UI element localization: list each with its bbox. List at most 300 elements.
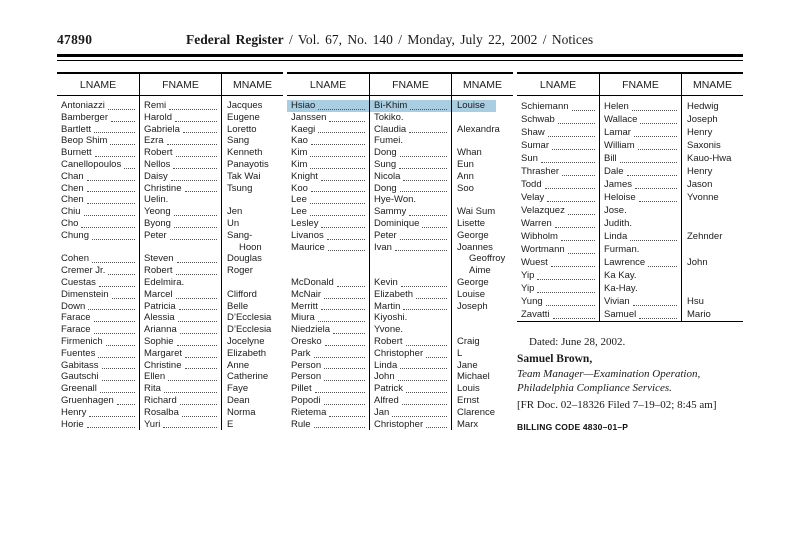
mname-text: Joseph bbox=[457, 300, 488, 312]
fname-text: Linda bbox=[604, 231, 628, 242]
mname-cell bbox=[682, 256, 743, 269]
mname-cell bbox=[452, 324, 513, 336]
mname-cell bbox=[222, 112, 283, 124]
dot-leader bbox=[548, 135, 595, 137]
mname-text: Lisette bbox=[457, 217, 485, 229]
dot-leader bbox=[174, 226, 217, 228]
lname-text: Bartlett bbox=[61, 123, 92, 135]
fname-text: Ka Kay. bbox=[604, 270, 637, 281]
mname-cell bbox=[222, 124, 283, 136]
lname-column bbox=[57, 96, 139, 430]
lname-text: Wibholm bbox=[521, 231, 558, 242]
mname-text: Eun bbox=[457, 158, 474, 170]
lname-cell bbox=[287, 395, 369, 407]
mname-text: Yvonne bbox=[687, 192, 719, 203]
mname-cell bbox=[682, 269, 743, 282]
dot-leader bbox=[635, 187, 677, 189]
lname-cell bbox=[287, 348, 369, 360]
fname-cell bbox=[140, 242, 221, 254]
mname-text: D’Ecclesia bbox=[227, 312, 272, 324]
dot-leader bbox=[568, 213, 595, 215]
fname-cell bbox=[140, 253, 221, 265]
mname-text: Joseph bbox=[687, 114, 718, 125]
dot-leader bbox=[400, 155, 447, 157]
fname-text: Daisy bbox=[144, 170, 168, 182]
dot-leader bbox=[310, 214, 365, 216]
dot-leader bbox=[314, 356, 365, 358]
lname-cell bbox=[287, 407, 369, 419]
lname-cell bbox=[57, 301, 139, 313]
lname-text: Sumar bbox=[521, 140, 549, 151]
lname-text: Cremer Jr. bbox=[61, 265, 106, 277]
lname-text: Gautschi bbox=[61, 371, 99, 383]
dot-leader bbox=[92, 261, 135, 263]
fname-cell bbox=[370, 348, 451, 360]
dot-leader bbox=[177, 261, 217, 263]
mname-cell bbox=[452, 383, 513, 395]
fname-cell bbox=[140, 301, 221, 313]
lname-text: Rietema bbox=[291, 406, 327, 418]
fname-text: Kiyoshi. bbox=[374, 312, 408, 324]
fname-text: Ka-Hay. bbox=[604, 283, 638, 294]
fname-text: Sammy bbox=[374, 206, 407, 218]
mname-text: George bbox=[457, 276, 489, 288]
column-header-fname: FNAME bbox=[369, 74, 451, 95]
mname-text: Louis bbox=[457, 383, 480, 395]
dot-leader bbox=[314, 426, 365, 428]
mname-text: Ann bbox=[457, 170, 474, 182]
dot-leader bbox=[81, 226, 135, 228]
dot-leader bbox=[95, 155, 135, 157]
mname-cell bbox=[452, 159, 513, 171]
lname-cell bbox=[287, 324, 369, 336]
lname-cell bbox=[287, 124, 369, 136]
fname-cell bbox=[370, 183, 451, 195]
lname-cell bbox=[287, 419, 369, 431]
lname-cell bbox=[517, 139, 599, 152]
fname-cell bbox=[140, 336, 221, 348]
fname-text: Rosalba bbox=[144, 406, 179, 418]
fname-text: Bi-Khim bbox=[374, 100, 408, 111]
lname-cell bbox=[287, 360, 369, 372]
mname-text: Catherine bbox=[227, 371, 269, 383]
lname-cell bbox=[287, 100, 369, 112]
dot-leader bbox=[102, 367, 136, 369]
column-header-fname: FNAME bbox=[139, 74, 221, 95]
lname-text: Greenall bbox=[61, 383, 97, 395]
lname-text: McNair bbox=[291, 288, 322, 300]
mname-column bbox=[681, 96, 743, 321]
dot-leader bbox=[168, 379, 217, 381]
dot-leader bbox=[337, 285, 365, 287]
mname-cell bbox=[452, 348, 513, 360]
signer-title: Team Manager—Examination Operation, Philadelphia Compliance Services. bbox=[517, 368, 701, 394]
lname-cell bbox=[287, 206, 369, 218]
dot-leader bbox=[88, 308, 135, 310]
mname-cell bbox=[452, 171, 513, 183]
fname-cell bbox=[370, 336, 451, 348]
masthead-issue-info: / Vol. 67, No. 140 / Monday, July 22, 2002 / Notices bbox=[288, 32, 594, 47]
dot-leader bbox=[400, 238, 447, 240]
fname-cell bbox=[140, 371, 221, 383]
dot-leader bbox=[426, 356, 447, 358]
fname-text: Ivan bbox=[374, 241, 392, 253]
lname-text: Wuest bbox=[521, 257, 548, 268]
dot-leader bbox=[324, 379, 365, 381]
dot-leader bbox=[87, 190, 135, 192]
dot-leader bbox=[173, 167, 217, 169]
dot-leader bbox=[392, 415, 447, 417]
dot-leader bbox=[395, 249, 447, 251]
column-header-mname: MNAME bbox=[221, 74, 283, 95]
fname-cell bbox=[370, 360, 451, 372]
dot-leader bbox=[94, 332, 135, 334]
dot-leader bbox=[87, 202, 135, 204]
mname-cell bbox=[452, 265, 513, 277]
mname-cell bbox=[682, 308, 743, 321]
mname-cell bbox=[452, 218, 513, 230]
mname-text: Panayotis bbox=[227, 158, 269, 170]
lname-text: Canellopoulos bbox=[61, 158, 122, 170]
fname-cell bbox=[140, 206, 221, 218]
fname-cell bbox=[140, 407, 221, 419]
fname-text: Sung bbox=[374, 158, 397, 170]
dot-leader bbox=[176, 297, 217, 299]
dot-leader bbox=[558, 122, 595, 124]
mname-cell bbox=[222, 383, 283, 395]
fname-text: Dale bbox=[604, 166, 624, 177]
dot-leader bbox=[406, 344, 447, 346]
mname-cell bbox=[222, 242, 283, 254]
lname-text: Lee bbox=[291, 206, 307, 218]
mname-cell bbox=[682, 282, 743, 295]
mname-cell bbox=[452, 242, 513, 254]
dot-leader bbox=[620, 161, 677, 163]
fname-text: Richard bbox=[144, 394, 177, 406]
fname-text: John bbox=[374, 371, 395, 383]
dot-leader bbox=[398, 379, 447, 381]
dot-leader bbox=[318, 320, 365, 322]
lname-cell bbox=[287, 289, 369, 301]
lname-cell bbox=[287, 265, 369, 277]
fname-text: Peter bbox=[144, 229, 167, 241]
fname-cell bbox=[140, 183, 221, 195]
mname-cell bbox=[222, 159, 283, 171]
mname-text: Elizabeth bbox=[227, 347, 267, 359]
column-header-lname: LNAME bbox=[79, 79, 117, 91]
fname-text: Samuel bbox=[604, 309, 637, 320]
fname-text: Nellos bbox=[144, 158, 171, 170]
fname-cell bbox=[600, 230, 681, 243]
lname-text: Yip bbox=[521, 270, 535, 281]
page-number: 47890 bbox=[57, 32, 93, 47]
mname-text: Clarence bbox=[457, 406, 496, 418]
dot-leader bbox=[552, 148, 595, 150]
masthead-title: Federal Register bbox=[186, 32, 284, 47]
dot-leader bbox=[110, 143, 135, 145]
fname-text: Peter bbox=[374, 229, 397, 241]
mname-text: Henry bbox=[687, 166, 713, 177]
lname-text: Antoniazzi bbox=[61, 100, 105, 111]
table-body bbox=[517, 96, 743, 322]
lname-text: Lee bbox=[291, 194, 307, 206]
lname-text: Shaw bbox=[521, 127, 545, 138]
fname-cell bbox=[600, 256, 681, 269]
lname-cell bbox=[517, 191, 599, 204]
fname-cell bbox=[140, 348, 221, 360]
dot-leader bbox=[311, 190, 365, 192]
dot-leader bbox=[627, 174, 677, 176]
mname-cell bbox=[452, 206, 513, 218]
fname-cell bbox=[600, 308, 681, 321]
lname-cell bbox=[57, 194, 139, 206]
dot-leader bbox=[182, 415, 217, 417]
mname-text: Soo bbox=[457, 182, 474, 194]
mname-text: Clifford bbox=[227, 288, 257, 300]
mname-cell bbox=[222, 183, 283, 195]
lname-text: Knight bbox=[291, 170, 318, 182]
mname-text: George bbox=[457, 229, 489, 241]
dot-leader bbox=[180, 403, 217, 405]
names-table-1 bbox=[57, 72, 283, 430]
mname-text: Michael bbox=[457, 371, 490, 383]
mname-cell bbox=[222, 265, 283, 277]
fname-cell bbox=[370, 171, 451, 183]
fr-doc-line: [FR Doc. 02–18326 Filed 7–19–02; 8:45 am] bbox=[517, 399, 717, 411]
mname-text: Henry bbox=[687, 127, 713, 138]
dot-leader bbox=[648, 265, 677, 267]
dot-leader bbox=[175, 120, 217, 122]
fname-column bbox=[599, 96, 681, 321]
fname-text: Hye-Won. bbox=[374, 194, 417, 206]
fname-cell bbox=[140, 383, 221, 395]
mname-text: Jacques bbox=[227, 100, 263, 111]
dot-leader bbox=[311, 143, 365, 145]
fname-cell bbox=[140, 312, 221, 324]
fname-text: Gabriela bbox=[144, 123, 180, 135]
dot-leader bbox=[176, 273, 217, 275]
fname-text: Heloise bbox=[604, 192, 636, 203]
lname-cell bbox=[287, 301, 369, 313]
fname-text: Patrick bbox=[374, 383, 404, 395]
lname-text: Chen bbox=[61, 194, 84, 206]
mname-cell bbox=[452, 100, 513, 112]
fname-text: Nicola bbox=[374, 170, 401, 182]
dot-leader bbox=[416, 297, 447, 299]
lname-text: Hsiao bbox=[291, 100, 316, 111]
fname-text: Arianna bbox=[144, 324, 177, 336]
fname-cell bbox=[370, 289, 451, 301]
fname-cell bbox=[370, 324, 451, 336]
lname-cell bbox=[57, 395, 139, 407]
fname-cell bbox=[600, 269, 681, 282]
mname-text: Kenneth bbox=[227, 147, 263, 159]
dot-leader bbox=[170, 238, 217, 240]
signer-name: Samuel Brown, bbox=[517, 352, 593, 365]
lname-text: Rule bbox=[291, 418, 311, 430]
mname-text: Saxonis bbox=[687, 140, 721, 151]
fname-text: Kevin bbox=[374, 276, 398, 288]
table-body bbox=[57, 96, 283, 430]
lname-cell bbox=[57, 147, 139, 159]
mname-text: Ernst bbox=[457, 394, 480, 406]
lname-column bbox=[287, 96, 369, 430]
lname-text: Farace bbox=[61, 312, 91, 324]
mname-cell bbox=[682, 152, 743, 165]
fname-text: Yeong bbox=[144, 206, 171, 218]
dot-leader bbox=[185, 356, 217, 358]
mname-cell bbox=[222, 289, 283, 301]
dated-line: Dated: June 28, 2002. bbox=[529, 336, 626, 348]
lname-text: Pillet bbox=[291, 383, 312, 395]
fname-cell bbox=[600, 152, 681, 165]
dot-leader bbox=[174, 214, 217, 216]
mname-cell bbox=[452, 289, 513, 301]
lname-text: Gabitass bbox=[61, 359, 99, 371]
lname-cell bbox=[57, 159, 139, 171]
fname-cell bbox=[370, 419, 451, 431]
mname-cell bbox=[222, 395, 283, 407]
dot-leader bbox=[639, 317, 677, 319]
mname-cell bbox=[222, 147, 283, 159]
fname-text: Claudia bbox=[374, 123, 407, 135]
lname-text: Horie bbox=[61, 418, 84, 430]
fname-cell bbox=[600, 295, 681, 308]
dot-leader bbox=[321, 226, 365, 228]
lname-cell bbox=[57, 265, 139, 277]
mname-cell bbox=[222, 371, 283, 383]
column-header-mname: MNAME bbox=[451, 74, 513, 95]
fname-text: Furman. bbox=[604, 244, 640, 255]
column-header-mname: MNAME bbox=[681, 74, 743, 95]
fname-cell bbox=[370, 242, 451, 254]
dot-leader bbox=[89, 415, 135, 417]
dot-leader bbox=[176, 155, 217, 157]
dot-leader bbox=[325, 344, 365, 346]
mname-text: Marx bbox=[457, 418, 479, 430]
fname-text: Martin bbox=[374, 300, 401, 312]
mname-cell bbox=[452, 147, 513, 159]
fname-cell bbox=[140, 360, 221, 372]
lname-text: Cohen bbox=[61, 253, 89, 265]
mname-text: Roger bbox=[227, 265, 253, 277]
lname-text: Velazquez bbox=[521, 205, 565, 216]
mname-cell bbox=[682, 230, 743, 243]
lname-text: Niedziela bbox=[291, 324, 331, 336]
lname-column bbox=[517, 96, 599, 321]
fname-cell bbox=[140, 112, 221, 124]
dot-leader bbox=[547, 200, 595, 202]
dot-leader bbox=[163, 426, 217, 428]
dot-leader bbox=[310, 202, 365, 204]
dot-leader bbox=[310, 167, 365, 169]
mname-cell bbox=[682, 295, 743, 308]
dot-leader bbox=[632, 109, 677, 111]
mname-cell bbox=[452, 395, 513, 407]
dot-leader bbox=[402, 403, 447, 405]
dot-leader bbox=[106, 344, 135, 346]
fname-text: Patricia bbox=[144, 300, 176, 312]
dot-leader bbox=[84, 214, 135, 216]
lname-cell bbox=[517, 217, 599, 230]
dot-leader bbox=[401, 285, 447, 287]
lname-cell bbox=[287, 218, 369, 230]
fname-text: Helen bbox=[604, 101, 629, 112]
fname-text: Lawrence bbox=[604, 257, 646, 268]
fname-cell bbox=[140, 324, 221, 336]
mname-cell bbox=[452, 183, 513, 195]
mname-text: Louise bbox=[457, 100, 485, 111]
lname-text: Chan bbox=[61, 170, 84, 182]
lname-cell bbox=[57, 419, 139, 431]
mname-text: Douglas bbox=[227, 253, 262, 265]
mname-text: Hoon bbox=[239, 241, 262, 253]
lname-cell bbox=[57, 277, 139, 289]
lname-text: Kim bbox=[291, 147, 308, 159]
lname-cell bbox=[287, 253, 369, 265]
lname-text: Merritt bbox=[291, 300, 318, 312]
lname-cell bbox=[517, 126, 599, 139]
mname-text: D’Ecclesia bbox=[227, 324, 272, 336]
lname-cell bbox=[57, 407, 139, 419]
dot-leader bbox=[410, 108, 447, 110]
mname-cell bbox=[222, 218, 283, 230]
lname-cell bbox=[287, 242, 369, 254]
mname-text: Anne bbox=[227, 359, 250, 371]
lname-text: Kaegi bbox=[291, 123, 316, 135]
column-header-lname: LNAME bbox=[539, 79, 577, 91]
mname-text: Jen bbox=[227, 206, 243, 218]
fname-cell bbox=[140, 289, 221, 301]
lname-text: Cuestas bbox=[61, 276, 96, 288]
lname-cell bbox=[287, 147, 369, 159]
lname-cell bbox=[57, 324, 139, 336]
lname-cell bbox=[57, 242, 139, 254]
fname-text: Robert bbox=[374, 335, 403, 347]
lname-cell bbox=[287, 371, 369, 383]
fname-cell bbox=[140, 218, 221, 230]
lname-cell bbox=[57, 289, 139, 301]
dot-leader bbox=[403, 308, 447, 310]
dot-leader bbox=[99, 285, 135, 287]
lname-cell bbox=[287, 194, 369, 206]
dot-leader bbox=[108, 108, 135, 110]
lname-cell bbox=[57, 112, 139, 124]
lname-cell bbox=[57, 312, 139, 324]
dot-leader bbox=[310, 155, 365, 157]
lname-cell bbox=[57, 371, 139, 383]
dot-leader bbox=[98, 356, 135, 358]
lname-text: Janssen bbox=[291, 111, 327, 123]
masthead bbox=[186, 32, 593, 48]
mname-cell bbox=[222, 100, 283, 112]
dot-leader bbox=[400, 190, 447, 192]
dot-leader bbox=[102, 379, 136, 381]
dot-leader bbox=[553, 317, 595, 319]
dot-leader bbox=[400, 367, 447, 369]
lname-cell bbox=[517, 113, 599, 126]
fname-cell bbox=[600, 113, 681, 126]
mname-text: Kauo-Hwa bbox=[687, 153, 732, 164]
fname-text: William bbox=[604, 140, 635, 151]
mname-cell bbox=[222, 194, 283, 206]
fname-cell bbox=[600, 191, 681, 204]
mname-text: Geoffroy bbox=[469, 253, 506, 265]
lname-cell bbox=[517, 243, 599, 256]
fname-cell bbox=[600, 243, 681, 256]
fname-text: Robert bbox=[144, 147, 173, 159]
dot-leader bbox=[112, 297, 135, 299]
